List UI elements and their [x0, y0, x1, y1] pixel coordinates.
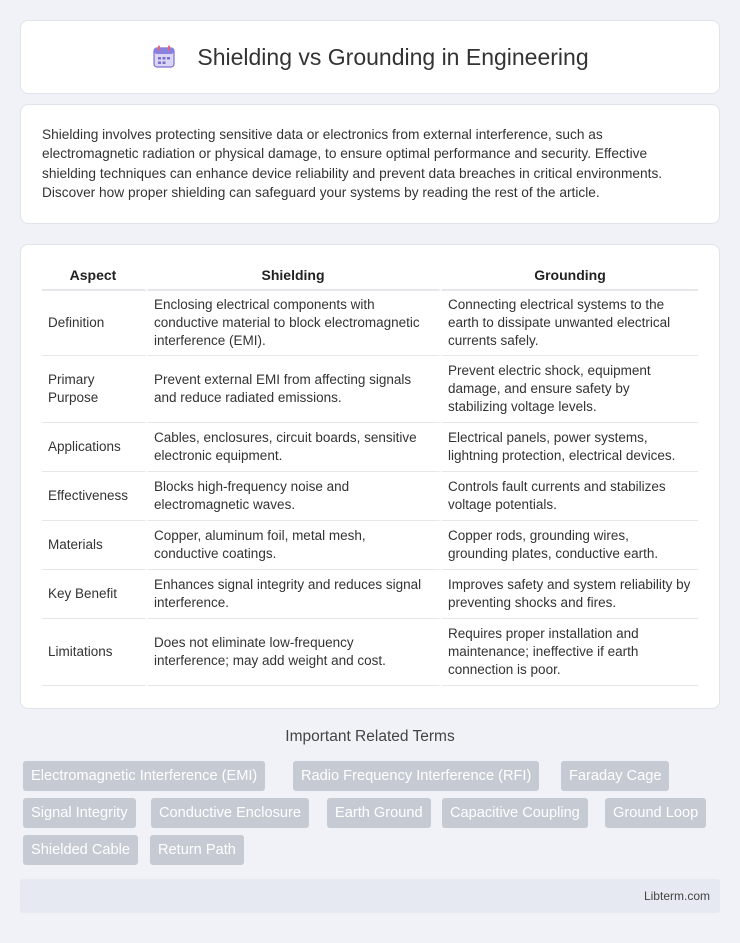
- table-header-row: [42, 261, 698, 291]
- cell-shielding: Prevent external EMI from affecting signals and reduce radiated emissions.: [148, 356, 442, 423]
- tag-earth-ground[interactable]: Earth Ground: [327, 798, 431, 828]
- table-row: [42, 356, 698, 423]
- table-row: [42, 423, 698, 472]
- tag-conductive-enclosure[interactable]: Conductive Enclosure: [151, 798, 309, 828]
- tag-signal-integrity[interactable]: Signal Integrity: [23, 798, 136, 828]
- comparison-table-card: [20, 244, 720, 709]
- header-aspect: Aspect: [42, 261, 148, 291]
- tag-rfi[interactable]: Radio Frequency Interference (RFI): [293, 761, 539, 791]
- cell-shielding: Does not eliminate low-frequency interference; may add weight and cost.: [148, 619, 442, 686]
- header-grounding: Grounding: [442, 261, 698, 291]
- cell-shielding: Enhances signal integrity and reduces signal interference.: [148, 570, 442, 619]
- comparison-table: [42, 261, 698, 686]
- table-row: [42, 570, 698, 619]
- intro-card: [20, 104, 720, 224]
- cell-aspect: Definition: [42, 291, 148, 356]
- cell-shielding: Copper, aluminum foil, metal mesh, conductive coatings.: [148, 521, 442, 570]
- tag-emi[interactable]: Electromagnetic Interference (EMI): [23, 761, 265, 791]
- cell-grounding: Connecting electrical systems to the earth to dissipate unwanted electrical currents safely.: [442, 291, 698, 356]
- cell-grounding: Copper rods, grounding wires, grounding plates, conductive earth.: [442, 521, 698, 570]
- cell-grounding: Requires proper installation and maintenance; ineffective if earth connection is poor.: [442, 619, 698, 686]
- cell-shielding: Enclosing electrical components with conductive material to block electromagnetic interference (EMI).: [148, 291, 442, 356]
- cell-shielding: Cables, enclosures, circuit boards, sensitive electronic equipment.: [148, 423, 442, 472]
- header-card: [20, 20, 720, 94]
- tag-ground-loop[interactable]: Ground Loop: [605, 798, 706, 828]
- tag-capacitive-coupling[interactable]: Capacitive Coupling: [442, 798, 588, 828]
- cell-grounding: Prevent electric shock, equipment damage, and ensure safety by stabilizing voltage levels.: [442, 356, 698, 423]
- page-title: Shielding vs Grounding in Engineering: [197, 43, 589, 70]
- cell-grounding: Controls fault currents and stabilizes voltage potentials.: [442, 472, 698, 521]
- related-terms-title: Important Related Terms: [285, 728, 455, 745]
- cell-aspect: Applications: [42, 423, 148, 472]
- cell-shielding: Blocks high-frequency noise and electromagnetic waves.: [148, 472, 442, 521]
- cell-aspect: Key Benefit: [42, 570, 148, 619]
- tag-return-path[interactable]: Return Path: [150, 835, 244, 865]
- calendar-icon: [151, 44, 177, 70]
- table-row: [42, 619, 698, 686]
- tag-faraday-cage[interactable]: Faraday Cage: [561, 761, 669, 791]
- tag-shielded-cable[interactable]: Shielded Cable: [23, 835, 138, 865]
- cell-grounding: Improves safety and system reliability by preventing shocks and fires.: [442, 570, 698, 619]
- cell-aspect: Effectiveness: [42, 472, 148, 521]
- footer-brand[interactable]: Libterm.com: [643, 889, 710, 903]
- table-row: [42, 291, 698, 356]
- table-row: [42, 521, 698, 570]
- cell-aspect: Limitations: [42, 619, 148, 686]
- table-row: [42, 472, 698, 521]
- cell-grounding: Electrical panels, power systems, lightning protection, electrical devices.: [442, 423, 698, 472]
- cell-aspect: Materials: [42, 521, 148, 570]
- intro-text: Shielding involves protecting sensitive data or electronics from external interference, such as electromagnetic radiation or physical damage, to ensure optimal performance and security. Effective shielding techniques can enhance device reliability and prevent data breaches in critical environments. Discover how proper shielding can safeguard your systems by reading the rest of the article.: [42, 127, 663, 200]
- header-shielding: Shielding: [148, 261, 442, 291]
- cell-aspect: Primary Purpose: [42, 356, 148, 423]
- footer: [20, 879, 720, 913]
